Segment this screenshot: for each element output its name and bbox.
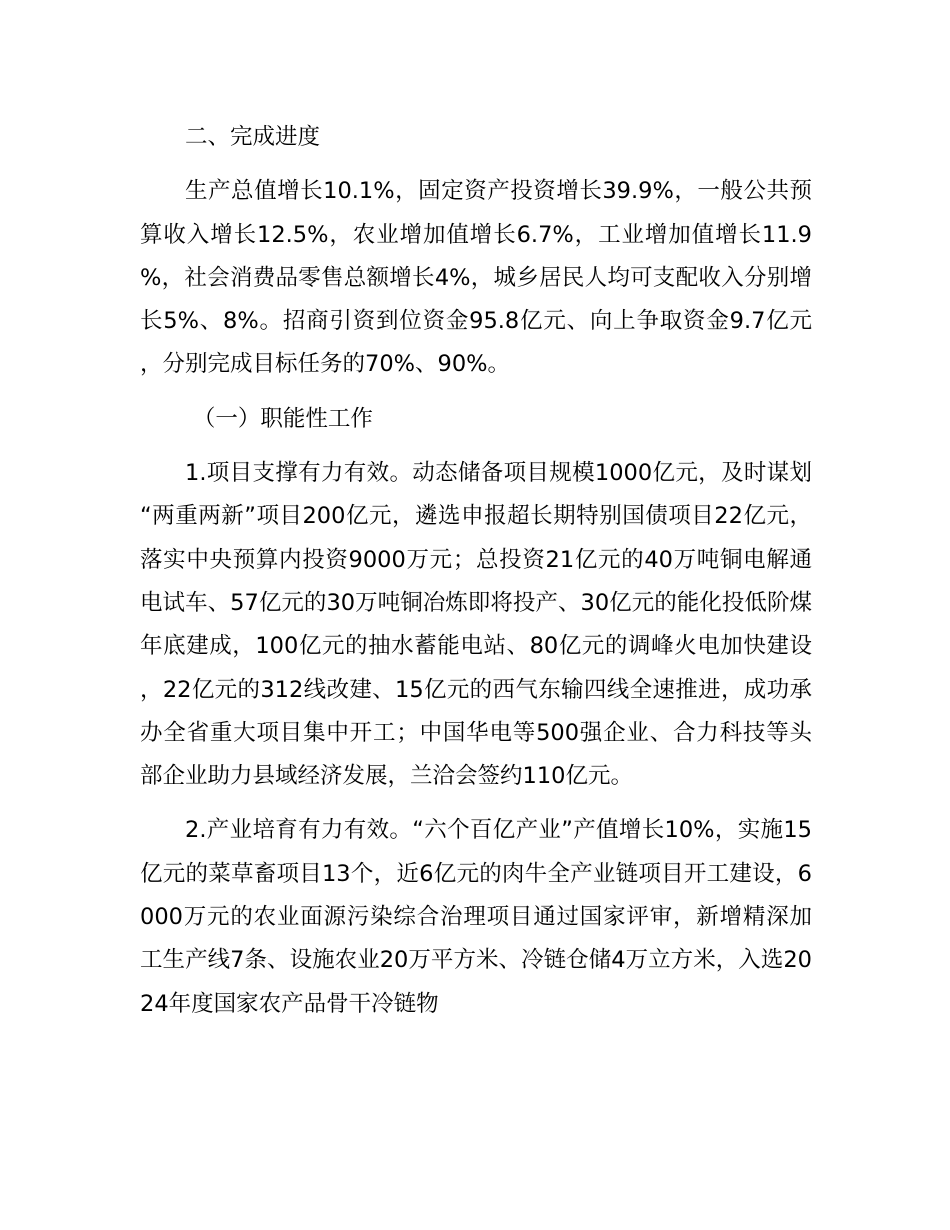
subsection-heading: （一）职能性工作: [192, 405, 373, 432]
summary-paragraph: 生产总值增长10.1%，固定资产投资增长39.9%，一般公共预算收入增长12.5%，农业增加值增长6.7%，工业增加值增长11.9%，社会消费品零售总额增长4%，城乡居民人均可支配收入分别增长5%、8%。招商引资到位资金95.8亿元、向上争取资金9.7亿元，分别完成目标任务的70%、90%。: [140, 178, 812, 378]
item-2-paragraph: 2.产业培育有力有效。“六个百亿产业”产值增长10%，实施15亿元的菜草畜项目13个，近6亿元的肉牛全产业链项目开工建设，6000万元的农业面源污染综合治理项目通过国家评审，新增精深加工生产线7条、设施农业20万平方米、冷链仓储4万立方米，入选2024年度国家农产品骨干冷链物: [140, 817, 812, 1017]
document-body: [140, 116, 812, 1037]
section-heading: 二、完成进度: [185, 124, 321, 150]
item-1-paragraph: 1.项目支撑有力有效。动态储备项目规模1000亿元，及时谋划“两重两新”项目200亿元，遴选申报超长期特别国债项目22亿元，落实中央预算内投资9000万元；总投资21亿元的40万吨铜电解通电试车、57亿元的30万吨铜冶炼即将投产、30亿元的能化投低阶煤年底建成，100亿元的抽水蓄能电站、80亿元的调峰火电加快建设，22亿元的312线改建、15亿元的西气东输四线全速推进，成功承办全省重大项目集中开工；中国华电等500强企业、合力科技等头部企业助力县域经济发展，兰洽会签约110亿元。: [140, 460, 812, 790]
